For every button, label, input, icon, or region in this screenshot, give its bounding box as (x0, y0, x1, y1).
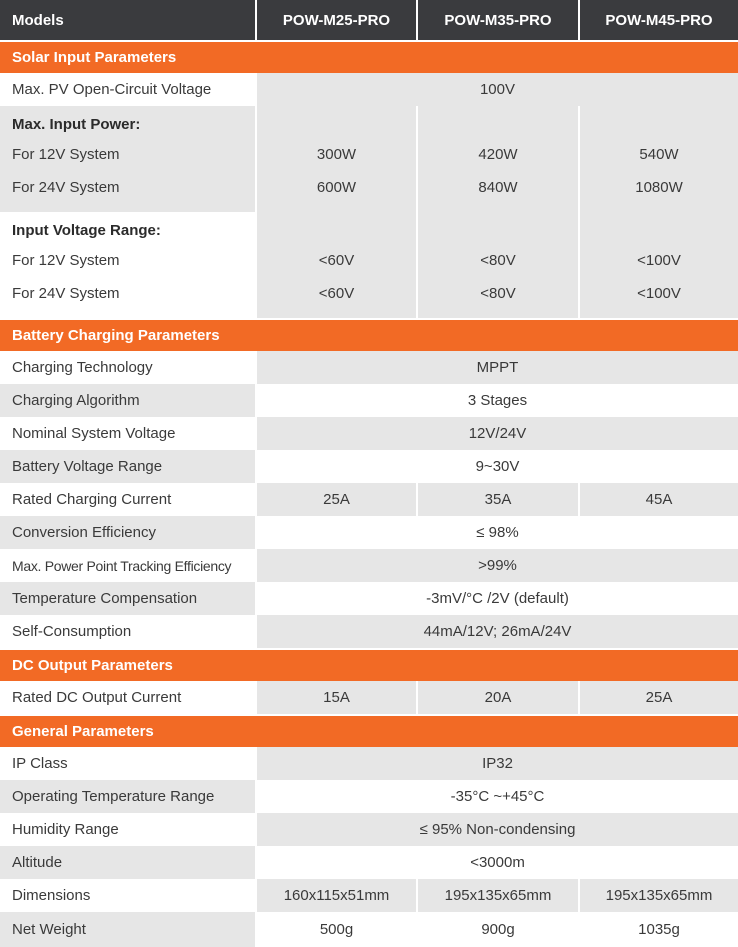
section-title: DC Output Parameters (12, 657, 173, 674)
row-label: Operating Temperature Range (12, 788, 215, 805)
section-title: General Parameters (12, 723, 154, 740)
section-battery-charging (0, 318, 738, 351)
row-value: 195x135x65mm (416, 879, 578, 912)
row-value: IP32 (255, 747, 738, 780)
row-value: 25A (578, 681, 738, 714)
row-value: <60V (318, 252, 355, 269)
row-label: Temperature Compensation (12, 590, 198, 607)
row-value: 300W (316, 146, 357, 163)
row-label: Humidity Range (12, 821, 119, 838)
row-value: 160x115x51mm (255, 879, 416, 912)
row-value: 44mA/12V; 26mA/24V (255, 615, 738, 648)
table-row (0, 780, 738, 813)
section-dc-output (0, 648, 738, 681)
row-value: <100V (637, 252, 681, 269)
table-row (0, 351, 738, 384)
row-label: Max. PV Open-Circuit Voltage (12, 81, 212, 98)
model-3-header: POW-M45-PRO (578, 0, 738, 40)
model-2-header: POW-M35-PRO (416, 0, 578, 40)
row-value: 45A (578, 483, 738, 516)
group-heading: Max. Input Power: (12, 115, 141, 133)
row-label: Charging Algorithm (12, 392, 140, 409)
table-header (0, 0, 738, 40)
row-value: 840W (478, 179, 518, 196)
table-row (0, 582, 738, 615)
row-value: 100V (255, 73, 738, 106)
row-value: 195x135x65mm (578, 879, 738, 912)
row-label: Net Weight (12, 921, 86, 938)
row-value: 600W (316, 179, 357, 196)
row-value: 500g (255, 912, 416, 947)
row-value: <100V (637, 285, 681, 302)
row-value: ≤ 98% (255, 516, 738, 549)
row-value: >99% (255, 549, 738, 582)
row-value: 25A (255, 483, 416, 516)
table-row (0, 516, 738, 549)
row-label: IP Class (12, 755, 68, 772)
row-value: 420W (478, 146, 518, 163)
row-value: 3 Stages (255, 384, 738, 417)
row-value: <80V (480, 252, 516, 269)
row-value: ≤ 95% Non-condensing (255, 813, 738, 846)
row-value: 9~30V (255, 450, 738, 483)
row-label: Rated DC Output Current (12, 689, 182, 706)
row-value: 900g (416, 912, 578, 947)
row-value: <60V (318, 285, 355, 302)
row-label: Conversion Efficiency (12, 524, 156, 541)
row-value: -3mV/°C /2V (default) (255, 582, 738, 615)
section-solar-input (0, 40, 738, 73)
section-general (0, 714, 738, 747)
row-value: <3000m (255, 846, 738, 879)
row-label: For 24V System (12, 285, 120, 302)
section-title: Battery Charging Parameters (12, 327, 220, 344)
row-label: Nominal System Voltage (12, 425, 176, 442)
model-1-header: POW-M25-PRO (255, 0, 416, 40)
row-value: 1035g (578, 912, 738, 947)
table-row (0, 483, 738, 516)
row-label: Dimensions (12, 887, 91, 904)
table-row (0, 73, 738, 106)
row-label: Battery Voltage Range (12, 458, 163, 475)
table-row (0, 450, 738, 483)
row-value: 540W (639, 146, 679, 163)
table-row (0, 846, 738, 879)
row-label: Altitude (12, 854, 63, 871)
row-value: 12V/24V (255, 417, 738, 450)
models-header: Models (12, 11, 64, 29)
row-value: 1080W (635, 179, 683, 196)
row-value: 35A (416, 483, 578, 516)
group-heading: Input Voltage Range: (12, 221, 161, 239)
row-label: For 24V System (12, 179, 120, 196)
section-title: Solar Input Parameters (12, 49, 177, 66)
row-label: Rated Charging Current (12, 491, 172, 508)
row-value: 15A (255, 681, 416, 714)
row-value: 20A (416, 681, 578, 714)
table-row (0, 747, 738, 780)
table-row (0, 681, 738, 714)
row-value: -35°C ~+45°C (255, 780, 738, 813)
table-row (0, 384, 738, 417)
table-row (0, 417, 738, 450)
input-voltage-range-block (0, 212, 738, 318)
row-label: Max. Power Point Tracking Efficiency (12, 557, 232, 574)
row-value: MPPT (255, 351, 738, 384)
row-label: For 12V System (12, 252, 120, 269)
row-label: Self-Consumption (12, 623, 132, 640)
table-row (0, 879, 738, 912)
table-row (0, 813, 738, 846)
row-value: <80V (480, 285, 516, 302)
max-input-power-block (0, 106, 738, 212)
row-label: For 12V System (12, 146, 120, 163)
table-row (0, 549, 738, 582)
table-row (0, 615, 738, 648)
table-row (0, 912, 738, 947)
row-label: Charging Technology (12, 359, 153, 376)
